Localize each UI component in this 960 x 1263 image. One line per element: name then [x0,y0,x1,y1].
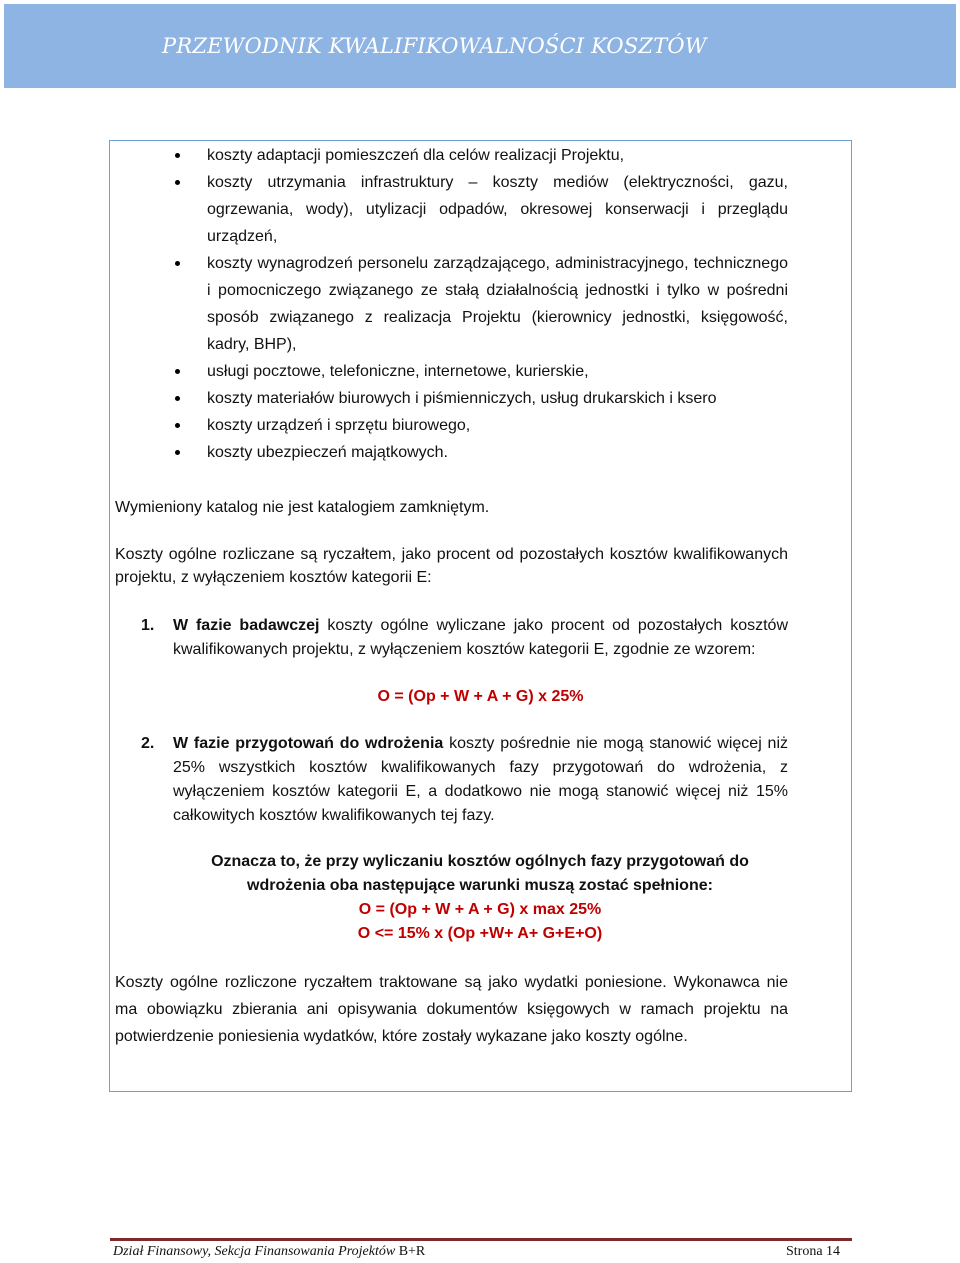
list-item: koszty adaptacji pomieszczeń dla celów realizacji Projektu, [207,142,788,169]
bullet-icon [175,396,180,401]
catalog-note: Wymieniony katalog nie jest katalogiem zamkniętym. [115,499,490,516]
item-number: 2. [141,735,155,752]
phase-implementation-item [141,732,788,828]
page-header-title: PRZEWODNIK KWALIFIKOWALNOŚCI KOSZTÓW [162,34,707,58]
page-number: Strona 14 [786,1244,841,1259]
footer-department: Dział Finansowy, Sekcja Finansowania Projektów B+R [113,1244,426,1259]
conditions-line-2: wdrożenia oba następujące warunki muszą zostać spełnione: [247,877,713,894]
item-text: koszty pośrednie nie mogą stanowić więcej niż 25% wszystkich kosztów kwalifikowanych fazy przygotowań do wdrożenia, z wyłączeniem kosztów kategorii E, a dodatkowo nie mogą stanowić więcej niż 15% całkowitych kosztów kwalifikowanych tej fazy. [173,735,788,824]
list-item: koszty materiałów biurowych i piśmienniczych, usług drukarskich i ksero [207,385,788,412]
bullet-icon [175,180,180,185]
header-band [4,4,956,88]
item-lead: W fazie przygotowań do wdrożenia [173,735,444,752]
formula-max-25: O = (Op + W + A + G) x max 25% [358,901,602,918]
formula-max-15: O <= 15% x (Op +W+ A+ G+E+O) [357,925,603,942]
conditions-line-1: Oznacza to, że przy wyliczaniu kosztów ogólnych fazy przygotowań do [211,853,749,870]
bullet-icon [175,261,180,266]
bullet-icon [175,423,180,428]
formula-research: O = (Op + W + A + G) x 25% [377,688,584,705]
item-number: 1. [141,617,155,634]
phase-research-item [141,614,788,662]
list-item: usługi pocztowe, telefoniczne, internetowe, kurierskie, [207,358,788,385]
list-item: koszty urządzeń i sprzętu biurowego, [207,412,788,439]
list-item: koszty ubezpieczeń majątkowych. [207,439,788,466]
bullet-icon [175,153,180,158]
cost-bullet-list [207,142,788,466]
bullet-icon [175,450,180,455]
footer-rule [110,1238,852,1241]
bullet-icon [175,369,180,374]
intro-paragraph: Koszty ogólne rozliczane są ryczałtem, jako procent od pozostałych kosztów kwalifikowanych projektu, z wyłączeniem kosztów kategorii E: [115,546,788,586]
list-item: koszty utrzymania infrastruktury – koszty mediów (elektryczności, gazu, ogrzewania, wody), utylizacji odpadów, okresowej konserwacji i przeglądu urządzeń, [207,169,788,250]
list-item: koszty wynagrodzeń personelu zarządzającego, administracyjnego, technicznego i pomocniczego związanego ze stałą działalnością jednostki i tylko w pośredni sposób związanego z realizacja Projektu (kierownicy jednostki, księgowość, kadry, BHP), [207,250,788,358]
item-lead: W fazie badawczej [173,617,320,634]
closing-paragraph: Koszty ogólne rozliczone ryczałtem traktowane są jako wydatki poniesione. Wykonawca nie ma obowiązku zbierania ani opisywania dokumentów księgowych w ramach projektu na potwierdzenie poniesienia wydatków, które zostały wykazane jako koszty ogólne. [115,974,788,1045]
item-text: koszty ogólne wyliczane jako procent od pozostałych kosztów kwalifikowanych projektu, z wyłączeniem kosztów kategorii E, zgodnie ze wzorem: [173,617,788,658]
